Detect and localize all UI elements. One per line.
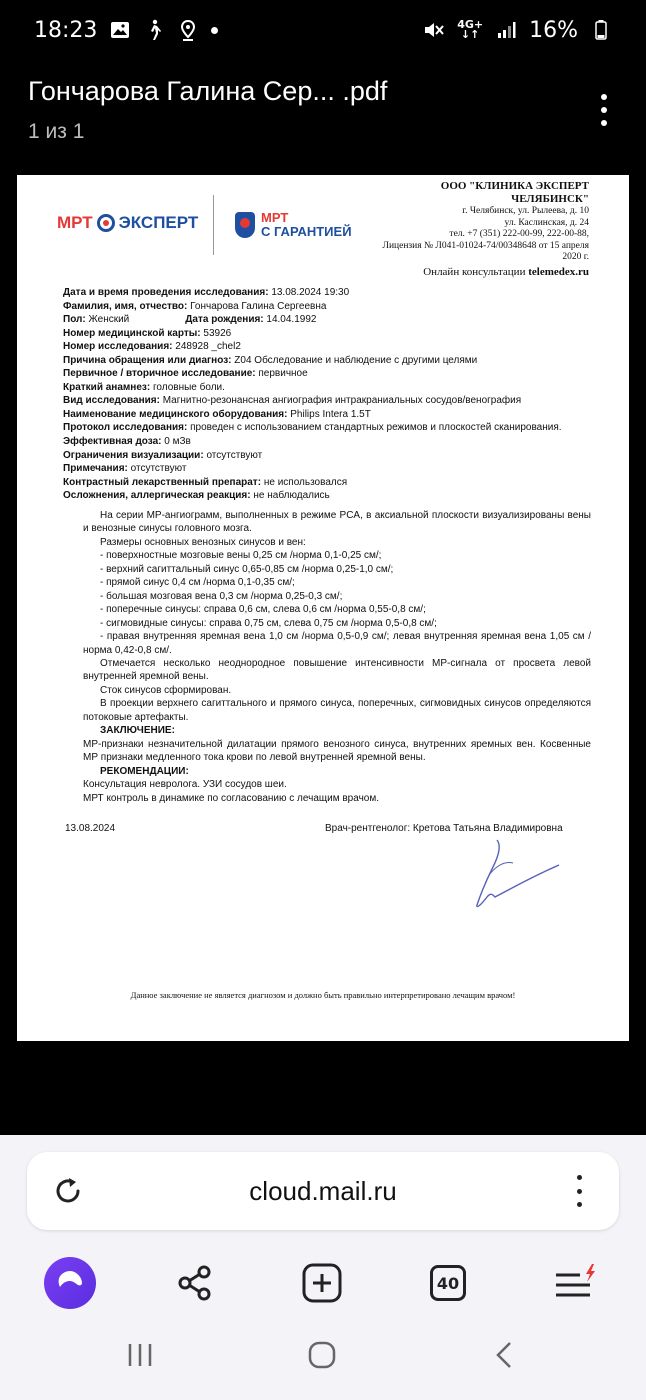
home-icon — [307, 1340, 337, 1370]
logo-divider — [213, 195, 214, 255]
recent-apps-icon — [125, 1341, 155, 1369]
signal-icon — [495, 19, 517, 41]
recommendations-heading: РЕКОМЕНДАЦИИ: — [100, 765, 189, 777]
patient-fields: Дата и время проведения исследования: 13.08.2024 19:30 Фамилия, имя, отчество: Гончарова Галина Сергеевна Пол: Женский Дата рождения: 14.04.1992 Номер медицинской карты: 53926 Номер исследования: 248928 _chel2 Причина обращения или диагноз: Z04 Обследование и наблюдение с другими целями Первичное / вторичное исследование: первичное Краткий анамнез: головные боли. Вид исследования: Магнитно-резонансная ангиография интракраниальных сосудов/венография Наименование медицинского оборудования: Philips Intera 1.5T Протокол исследования: проведен с использованием стандартных режимов и плоскостей сканирования. Эффективная доза: 0 мЗв Ограничения визуализации: отсутствуют Примечания: отсутствуют Контрастный лекарственный препарат: не использовался Осложнения, аллергическая реакция: не наблюдались — [63, 287, 562, 502]
walking-icon — [143, 19, 165, 41]
doctor-name: Врач-рентгенолог: Кретова Татьяна Владимировна — [325, 823, 563, 834]
mute-icon — [423, 19, 445, 41]
back-icon — [492, 1340, 516, 1370]
signature-mark — [467, 835, 562, 915]
logo-person-icon — [97, 214, 115, 232]
gallery-icon — [109, 19, 131, 41]
menu-icon — [554, 1263, 598, 1303]
file-title: Гончарова Галина Сер... .pdf — [28, 76, 388, 106]
plus-box-icon — [302, 1263, 342, 1303]
address-bar[interactable] — [27, 1152, 619, 1230]
shield-icon — [235, 212, 255, 238]
recent-apps-button[interactable] — [110, 1330, 170, 1380]
page-counter: 1 из 1 — [28, 120, 85, 143]
url-menu-button[interactable] — [575, 1175, 583, 1207]
clinic-info: ООО "КЛИНИКА ЭКСПЕРТ ЧЕЛЯБИНСК" г. Челябинск, ул. Рылеева, д. 10 ул. Каслинская, д. 24 тел. +7 (351) 222-00-99, 222-00-88, Лицензия № Л041-01024-74/00348648 от 15 апреля 2020 г. Онлайн консультации telemedex.ru — [382, 180, 589, 278]
status-bar — [0, 0, 646, 60]
new-tab-button[interactable] — [294, 1255, 350, 1311]
alice-assistant-button[interactable] — [42, 1255, 98, 1311]
home-button[interactable] — [292, 1330, 352, 1380]
menu-button[interactable] — [548, 1255, 604, 1311]
network-type: 4G+ ↓↑ — [457, 18, 484, 41]
conclusion-heading: ЗАКЛЮЧЕНИЕ: — [100, 725, 175, 737]
mrt-expert-logo: МРТ ЭКСПЕРТ — [57, 213, 199, 232]
pdf-page — [17, 175, 629, 1041]
sign-date: 13.08.2024 — [65, 823, 116, 834]
report-body: На серии МР-ангиограмм, выполненных в режиме PCA, в аксиальной плоскости визуализированы вены и венозные синусы головного мозга. Размеры основных венозных синусов и вен: - поверхностные мозговые вены 0,25 см /норма 0,1-0,25 см/; - верхний сагиттальный синус 0,65-0,85 см /норма 0,25-1,0 см/; - прямой синус 0,4 см /норма 0,1-0,35 см/; - большая мозговая вена 0,3 см /норма 0,25-0,3 см/; - поперечные синусы: справа 0,6 см, слева 0,6 см /норма 0,55-0,8 см/; - сигмовидные синусы: справа 0,75 см, слева 0,75 см /норма 0,5-0,8 см/; - правая внутренняя яремная вена 1,0 см /норма 0,5-0,9 см/; левая внутренняя яремная вена 1,05 см /норма 0,42-0,8 см/. Отмечается несколько неоднородное повышение интенсивности МР-сигнала от просвета левой внутренней яремной вены. Сток синусов сформирован. В проекции верхнего сагиттального и прямого синуса, поперечных, сигмовидных синусов определяются потоковые артефакты. ЗАКЛЮЧЕНИЕ: МР-признаки незначительной дилатации прямого венозного синуса, внутренних яремных вен. Косвенные МР признаки медленного тока крови по левой внутренней яремной вены. РЕКОМЕНДАЦИИ: Консультация невролога. УЗИ сосудов шеи. МРТ контроль в динамике по согласованию с лечащим врачом. — [83, 510, 591, 804]
more-options-button[interactable] — [592, 90, 616, 130]
location-icon — [177, 19, 199, 41]
share-button[interactable] — [167, 1255, 223, 1311]
url-text[interactable]: cloud.mail.ru — [249, 1176, 397, 1206]
disclaimer: Данное заключение не является диагнозом и должно быть правильно интерпретировано лечащим врачом! — [130, 990, 516, 1000]
tabs-count: 40 — [430, 1265, 466, 1301]
viewer-header — [0, 60, 646, 165]
notification-dot-icon — [211, 27, 218, 34]
alice-icon — [44, 1257, 96, 1309]
share-icon — [176, 1264, 214, 1302]
android-nav-bar — [0, 1320, 646, 1400]
browser-toolbar — [0, 1255, 646, 1325]
battery-percent: 16% — [529, 17, 578, 43]
battery-icon — [590, 19, 612, 41]
tabs-button[interactable] — [420, 1255, 476, 1311]
status-time: 18:23 — [34, 17, 98, 43]
back-button[interactable] — [474, 1330, 534, 1380]
mrt-guarantee-logo: МРТ С ГАРАНТИЕЙ — [235, 211, 352, 239]
